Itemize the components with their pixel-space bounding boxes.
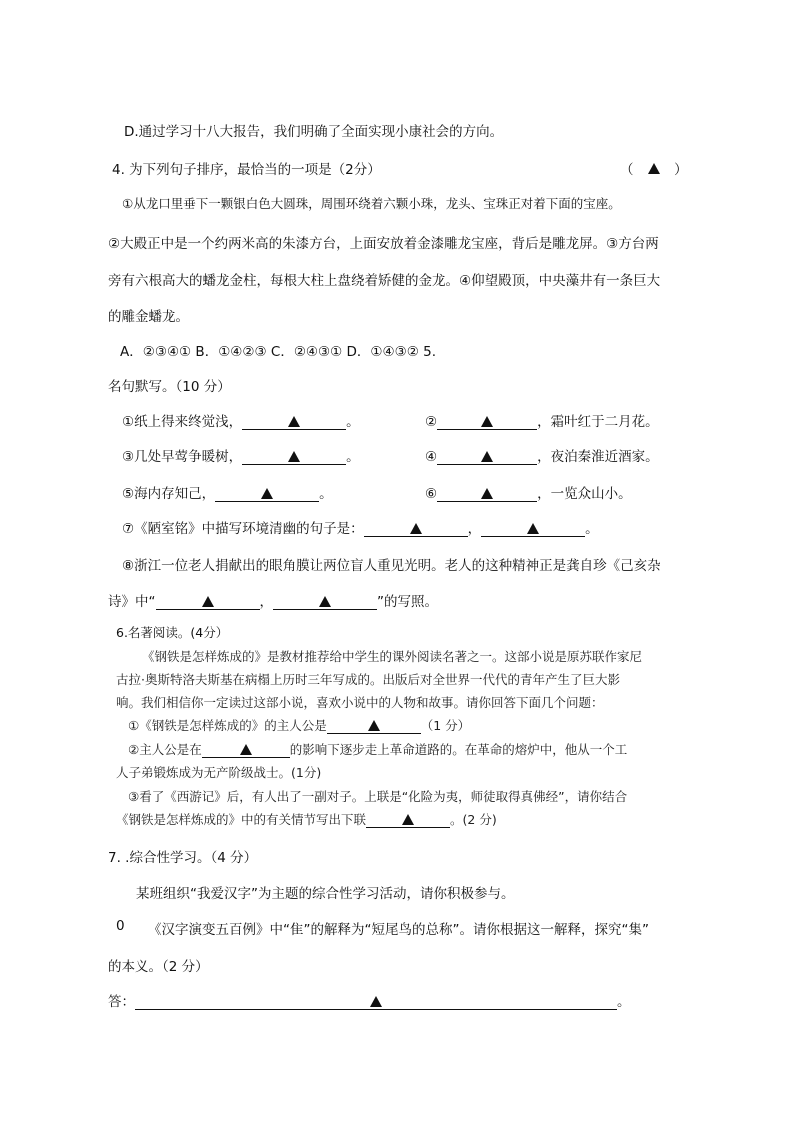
q6-para-2: 古拉·奥斯特洛夫斯基在病榻上历时三年写成的。出版后对全世界一代代的青年产生了巨大影 — [116, 672, 620, 687]
triangle-marker-icon — [368, 720, 380, 731]
q7-title: 7. .综合性学习。（4 分） — [108, 850, 258, 866]
q4-options: A．②③④① B．①④②③ C．②④③① D．①④③② 5. — [120, 344, 437, 360]
q7-sub-number: 0 — [116, 918, 125, 934]
triangle-marker-icon — [288, 451, 300, 462]
q5-item-8b: 诗》中“ ， ”的写照。 — [108, 594, 438, 610]
triangle-marker-icon — [319, 596, 331, 607]
triangle-marker-icon — [202, 596, 214, 607]
q6-question-1: ①《钢铁是怎样炼成的》的主人公是 （1 分） — [128, 718, 471, 733]
triangle-marker-icon — [481, 488, 493, 499]
q6-question-3: ③看了《西游记》后，有人出了一副对子。上联是“化险为夷，师徒取得真佛经”，请你结合 — [128, 789, 628, 804]
triangle-marker-icon — [240, 744, 252, 755]
answer-close: ） — [674, 162, 688, 178]
q6-question-2: ②主人公是在 的影响下逐步走上革命道路的。在革命的熔炉中，他从一个工 — [128, 742, 628, 757]
triangle-marker-icon — [402, 814, 414, 825]
triangle-marker-icon — [261, 488, 273, 499]
q5-item-6: ⑥ ，一览众山小。 — [425, 486, 632, 502]
fill-blank[interactable] — [242, 414, 346, 430]
triangle-marker-icon — [370, 996, 382, 1007]
fill-blank[interactable] — [366, 812, 450, 828]
q5-item-1: ①纸上得来终觉浅， 。 — [122, 414, 360, 430]
fill-blank[interactable] — [437, 414, 537, 430]
triangle-marker-icon — [527, 523, 539, 534]
fill-blank[interactable] — [215, 486, 319, 502]
q4-sentence-2c: 的雕金蟠龙。 — [108, 309, 189, 325]
q5-item-5: ⑤海内存知己， 。 — [122, 486, 333, 502]
q4-sentence-2b: 旁有六根高大的蟠龙金柱，每根大柱上盘绕着矫健的金龙。④仰望殿顶，中央藻井有一条巨大 — [108, 273, 661, 289]
answer-open: （ — [620, 162, 634, 178]
fill-blank[interactable] — [242, 449, 346, 465]
fill-blank[interactable] — [202, 742, 290, 758]
fill-blank[interactable] — [156, 594, 260, 610]
triangle-marker-icon — [288, 416, 300, 427]
q4-sentence-1: ①从龙口里垂下一颗银白色大圆珠，周围环绕着六颗小珠，龙头、宝珠正对着下面的宝座。 — [122, 196, 621, 211]
q7-answer-line: 答： 。 — [108, 994, 631, 1010]
q6-para-1: 《钢铁是怎样炼成的》是教材推荐给中学生的课外阅读名著之一。这部小说是原苏联作家尼 — [142, 649, 643, 664]
triangle-marker-icon — [410, 523, 422, 534]
q7-question-1a: 《汉字演变五百例》中“隹”的解释为“短尾鸟的总称”。请你根据这一解释，探究“集” — [148, 922, 649, 938]
q7-intro: 某班组织“我爱汉字”为主题的综合性学习活动，请你积极参与。 — [136, 886, 515, 902]
fill-blank[interactable] — [437, 449, 537, 465]
fill-blank[interactable] — [437, 486, 537, 502]
q7-question-1b: 的本义。（2 分） — [108, 959, 209, 975]
answer-blank[interactable] — [135, 994, 617, 1010]
q5-item-3: ③几处早莺争暖树， 。 — [122, 449, 360, 465]
q4-sentence-2a: ②大殿正中是一个约两米高的朱漆方台，上面安放着金漆雕龙宝座，背后是雕龙屏。③方台两 — [108, 236, 659, 252]
fill-blank[interactable] — [273, 594, 377, 610]
q5-item-2: ② ，霜叶红于二月花。 — [425, 414, 659, 430]
q4-answer-slot[interactable] — [620, 158, 688, 178]
q6-title: 6.名著阅读。(4分） — [116, 625, 229, 640]
q5-item-7: ⑦《陋室铭》中描写环境清幽的句子是： ， 。 — [122, 521, 599, 537]
triangle-marker-icon — [481, 416, 493, 427]
q5-item-8a: ⑧浙江一位老人捐献出的眼角膜让两位盲人重见光明。老人的这种精神正是龚自珍《己亥杂 — [122, 558, 661, 574]
fill-blank[interactable] — [327, 718, 421, 734]
q3-option-d: D.通过学习十八大报告，我们明确了全面实现小康社会的方向。 — [124, 124, 504, 140]
q6-para-3: 响。我们相信你一定读过这部小说，喜欢小说中的人物和故事。请你回答下面几个问题： — [116, 695, 604, 710]
triangle-marker-icon — [481, 451, 493, 462]
q4-stem: 4. 为下列句子排序，最恰当的一项是（2分） — [112, 162, 381, 178]
q5-title: 名句默写。（10 分） — [108, 379, 231, 395]
fill-blank[interactable] — [364, 521, 468, 537]
q6-question-3b: 《钢铁是怎样炼成的》中的有关情节写出下联 。(2 分) — [116, 812, 497, 827]
q5-item-4: ④ ，夜泊秦淮近酒家。 — [425, 449, 659, 465]
fill-blank[interactable] — [481, 521, 585, 537]
triangle-marker-icon — [648, 163, 660, 174]
q6-question-2b: 人子弟锻炼成为无产阶级战士。(1分) — [116, 765, 322, 780]
